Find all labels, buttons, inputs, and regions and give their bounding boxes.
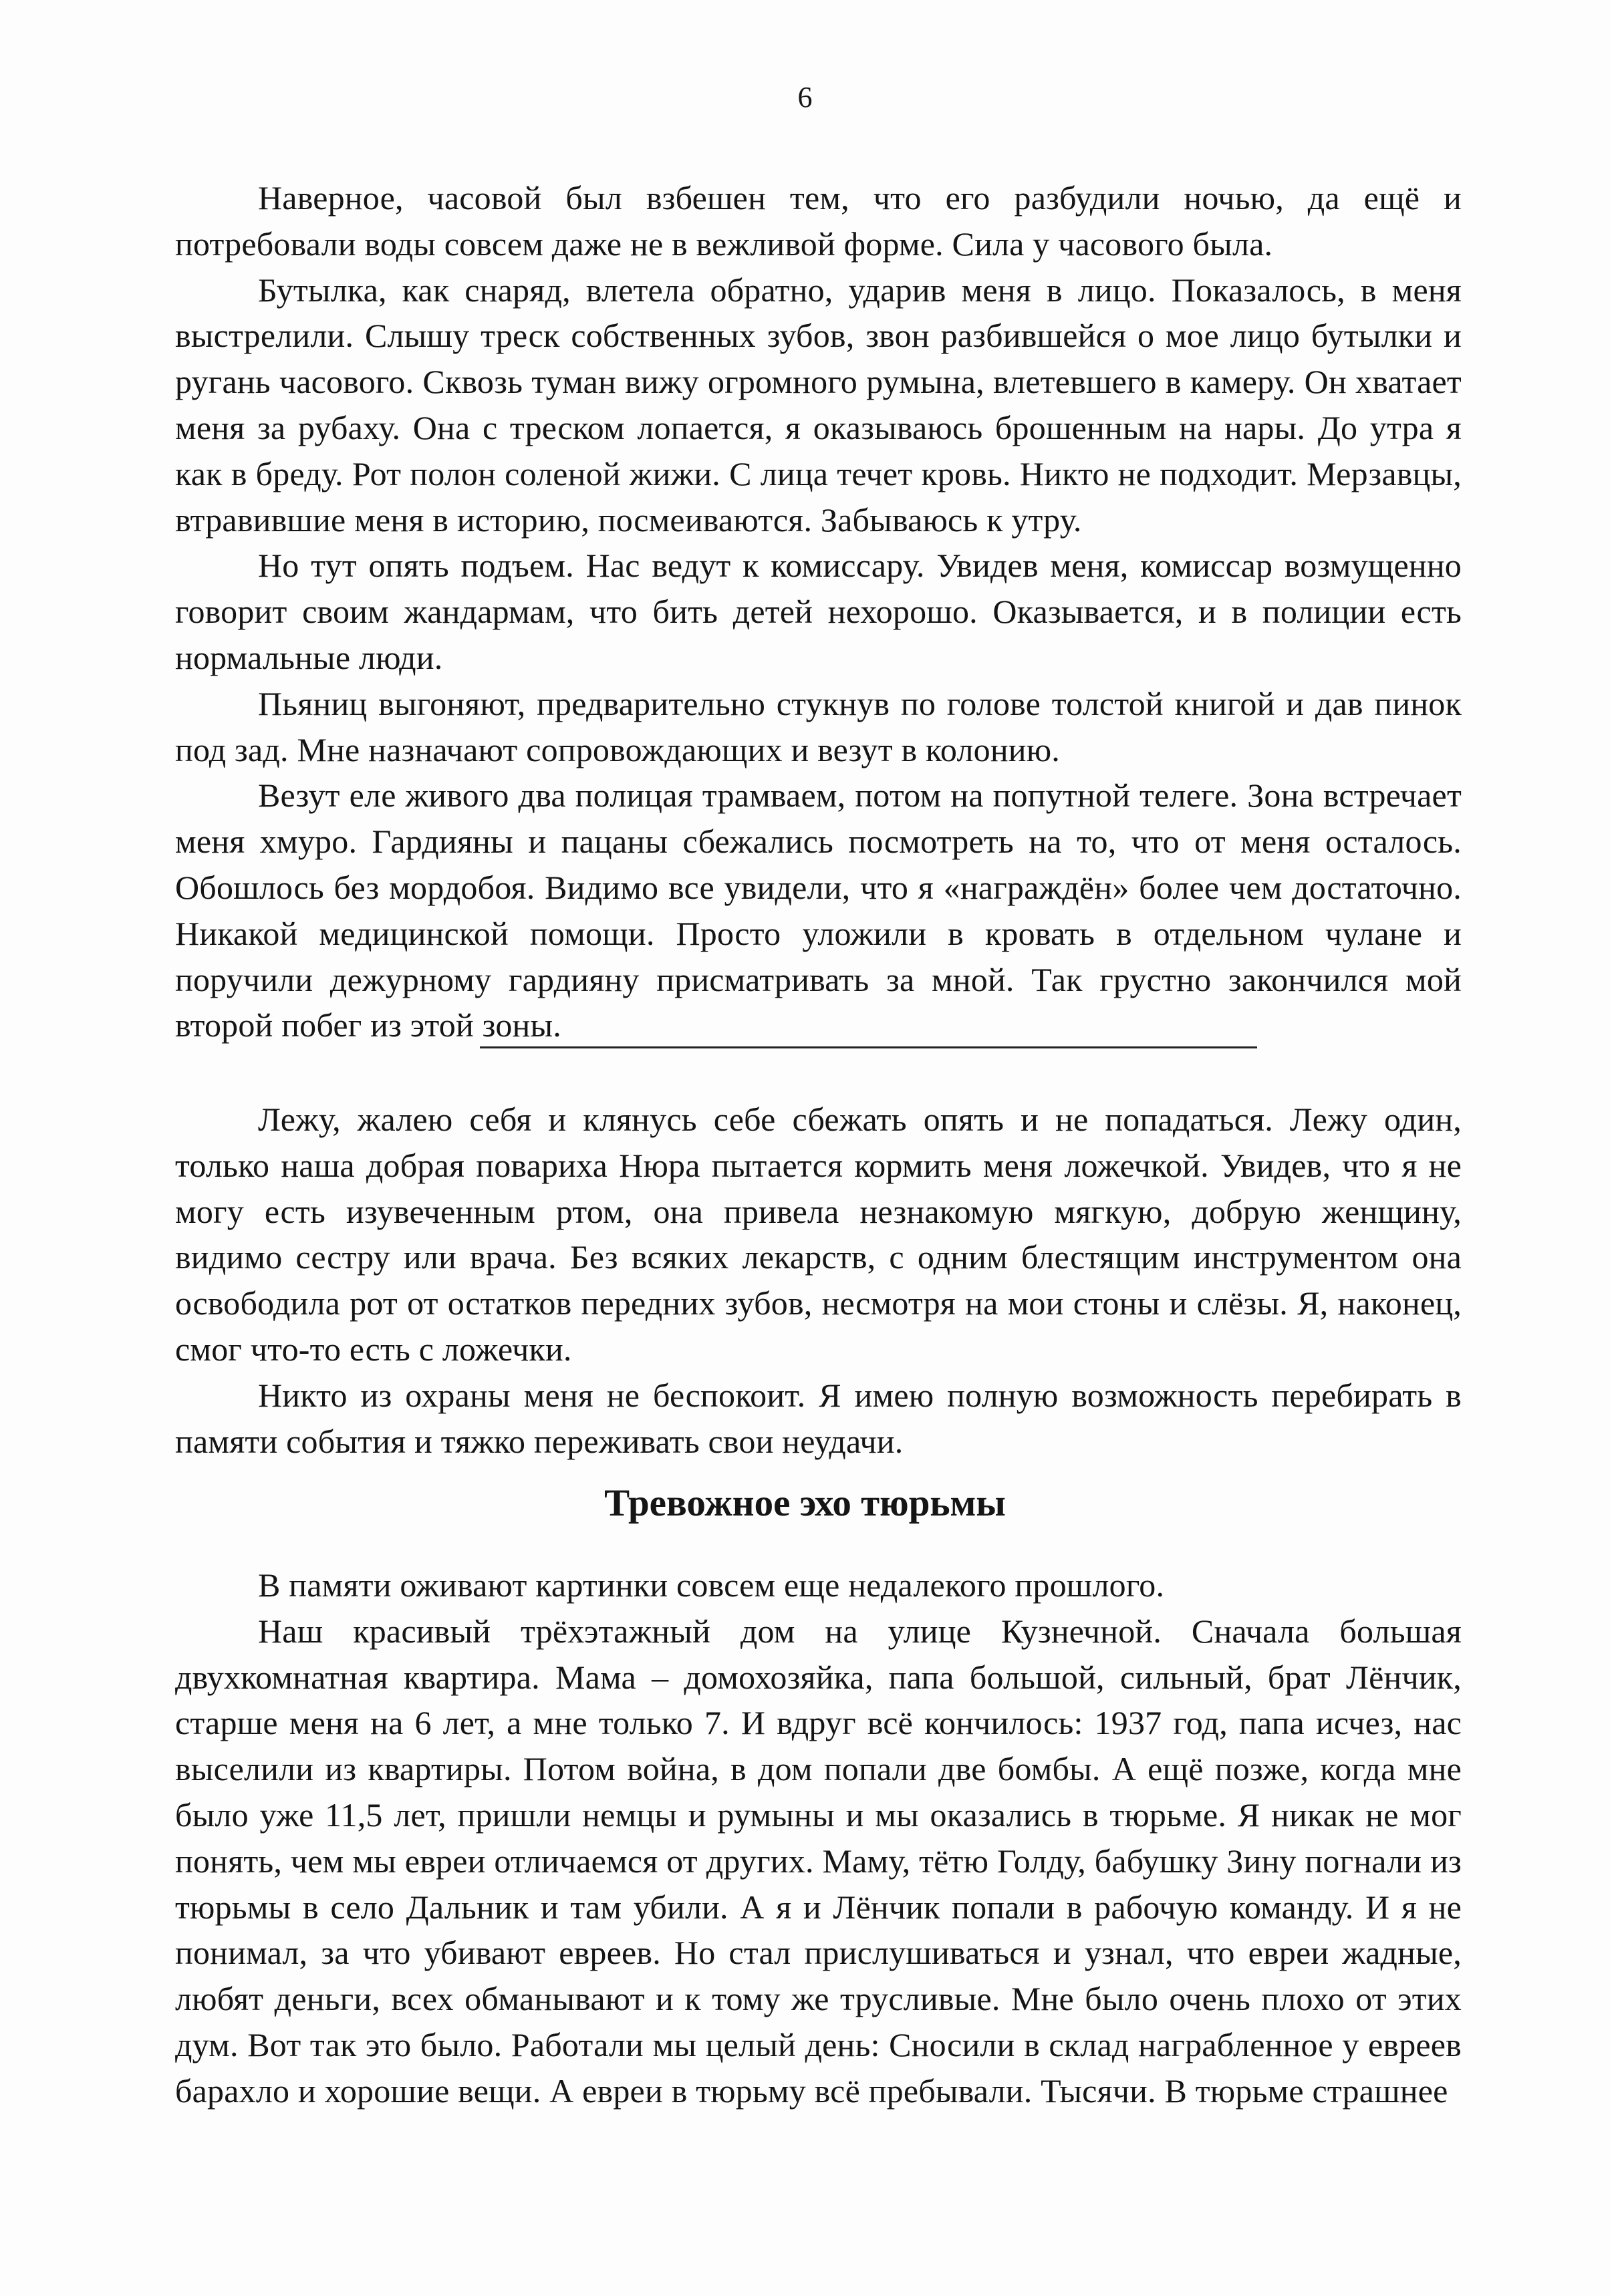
section-divider	[480, 1046, 1257, 1048]
page-number: 6	[797, 81, 813, 114]
paragraph: В памяти оживают картинки совсем еще недалекого прошлого.	[258, 1566, 1165, 1604]
paragraph: Наш красивый трёхэтажный дом на улице Кузнечной. Сначала большая двухкомнатная квартира. Мама – домохозяйка, папа большой, сильный, брат Лёнчик, старше меня на 6 лет, а мне только 7. И вдруг всё кончилось: 1937 год, папа исчез, нас выселили из квартиры. Потом война, в дом попали две бомбы. А ещё позже, когда мне было уже 11,5 лет, пришли немцы и румыны и мы оказались в тюрьме. Я никак не мог понять, чем мы евреи отличаемся от других. Маму, тётю Голду, бабушку Зину погнали из тюрьмы в село Дальник и там убили. А я и Лёнчик попали в рабочую команду. И я не понимал, за что убивают евреев. Но стал прислушиваться и узнал, что евреи жадные, любят деньги, всех обманывают и к тому же трусливые. Мне было очень плохо от этих дум. Вот так это было. Работали мы целый день: Сносили в склад награбленное у евреев барахло и хорошие вещи. А евреи в тюрьму всё пребывали. Тысячи. В тюрьме страшнее	[175, 1612, 1462, 2110]
paragraph: Никто из охраны меня не беспокоит. Я имею полную возможность перебирать в памяти события и тяжко переживать свои неудачи.	[175, 1376, 1462, 1460]
paragraph: Везут еле живого два полицая трамваем, потом на попутной телеге. Зона встречает меня хмуро. Гардияны и пацаны сбежались посмотреть на то, что от меня осталось. Обошлось без мордобоя. Видимо все увидели, что я «награждён» более чем достаточно. Никакой медицинской помощи. Просто уложили в кровать в отдельном чулане и поручили дежурному гардияну присматривать за мной. Так грустно закончился мой второй побег из этой зоны.	[175, 776, 1462, 1044]
section-heading: Тревожное эхо тюрьмы	[604, 1482, 1006, 1524]
paragraph: Пьяниц выгоняют, предварительно стукнув по голове толстой книгой и дав пинок под зад. Мне назначают сопровождающих и везут в колонию.	[175, 684, 1462, 768]
paragraph: Но тут опять подъем. Нас ведут к комиссару. Увидев меня, комиссар возмущенно говорит своим жандармам, что бить детей нехорошо. Оказывается, и в полиции есть нормальные люди.	[175, 547, 1462, 676]
paragraph: Лежу, жалею себя и клянусь себе сбежать опять и не попадаться. Лежу один, только наша добрая повариха Нюра пытается кормить меня ложечкой. Увидев, что я не могу есть изувеченным ртом, она привела незнакомую мягкую, добрую женщину, видимо сестру или врача. Без всяких лекарств, с одним блестящим инструментом она освободила рот от остатков передних зубов, несмотря на мои стоны и слёзы. Я, наконец, смог что-то есть с ложечки.	[175, 1101, 1462, 1368]
section-1-text	[175, 175, 1462, 1048]
section-2-text	[175, 1097, 1462, 1464]
paragraph: Бутылка, как снаряд, влетела обратно, ударив меня в лицо. Показалось, в меня выстрелили. Слышу треск собственных зубов, звон разбившейся о мое лицо бутылки и ругань часового. Сквозь туман вижу огромного румына, влетевшего в камеру. Он хватает меня за рубаху. Она с треском лопается, я оказываюсь брошенным на нары. До утра я как в бреду. Рот полон соленой жижи. С лица течет кровь. Никто не подходит. Мерзавцы, втравившие меня в историю, посмеиваются. Забываюсь к утру.	[175, 271, 1462, 539]
section-3-text	[175, 1562, 1462, 2114]
paragraph: Наверное, часовой был взбешен тем, что его разбудили ночью, да ещё и потребовали воды совсем даже не в вежливой форме. Сила у часового была.	[175, 179, 1462, 263]
